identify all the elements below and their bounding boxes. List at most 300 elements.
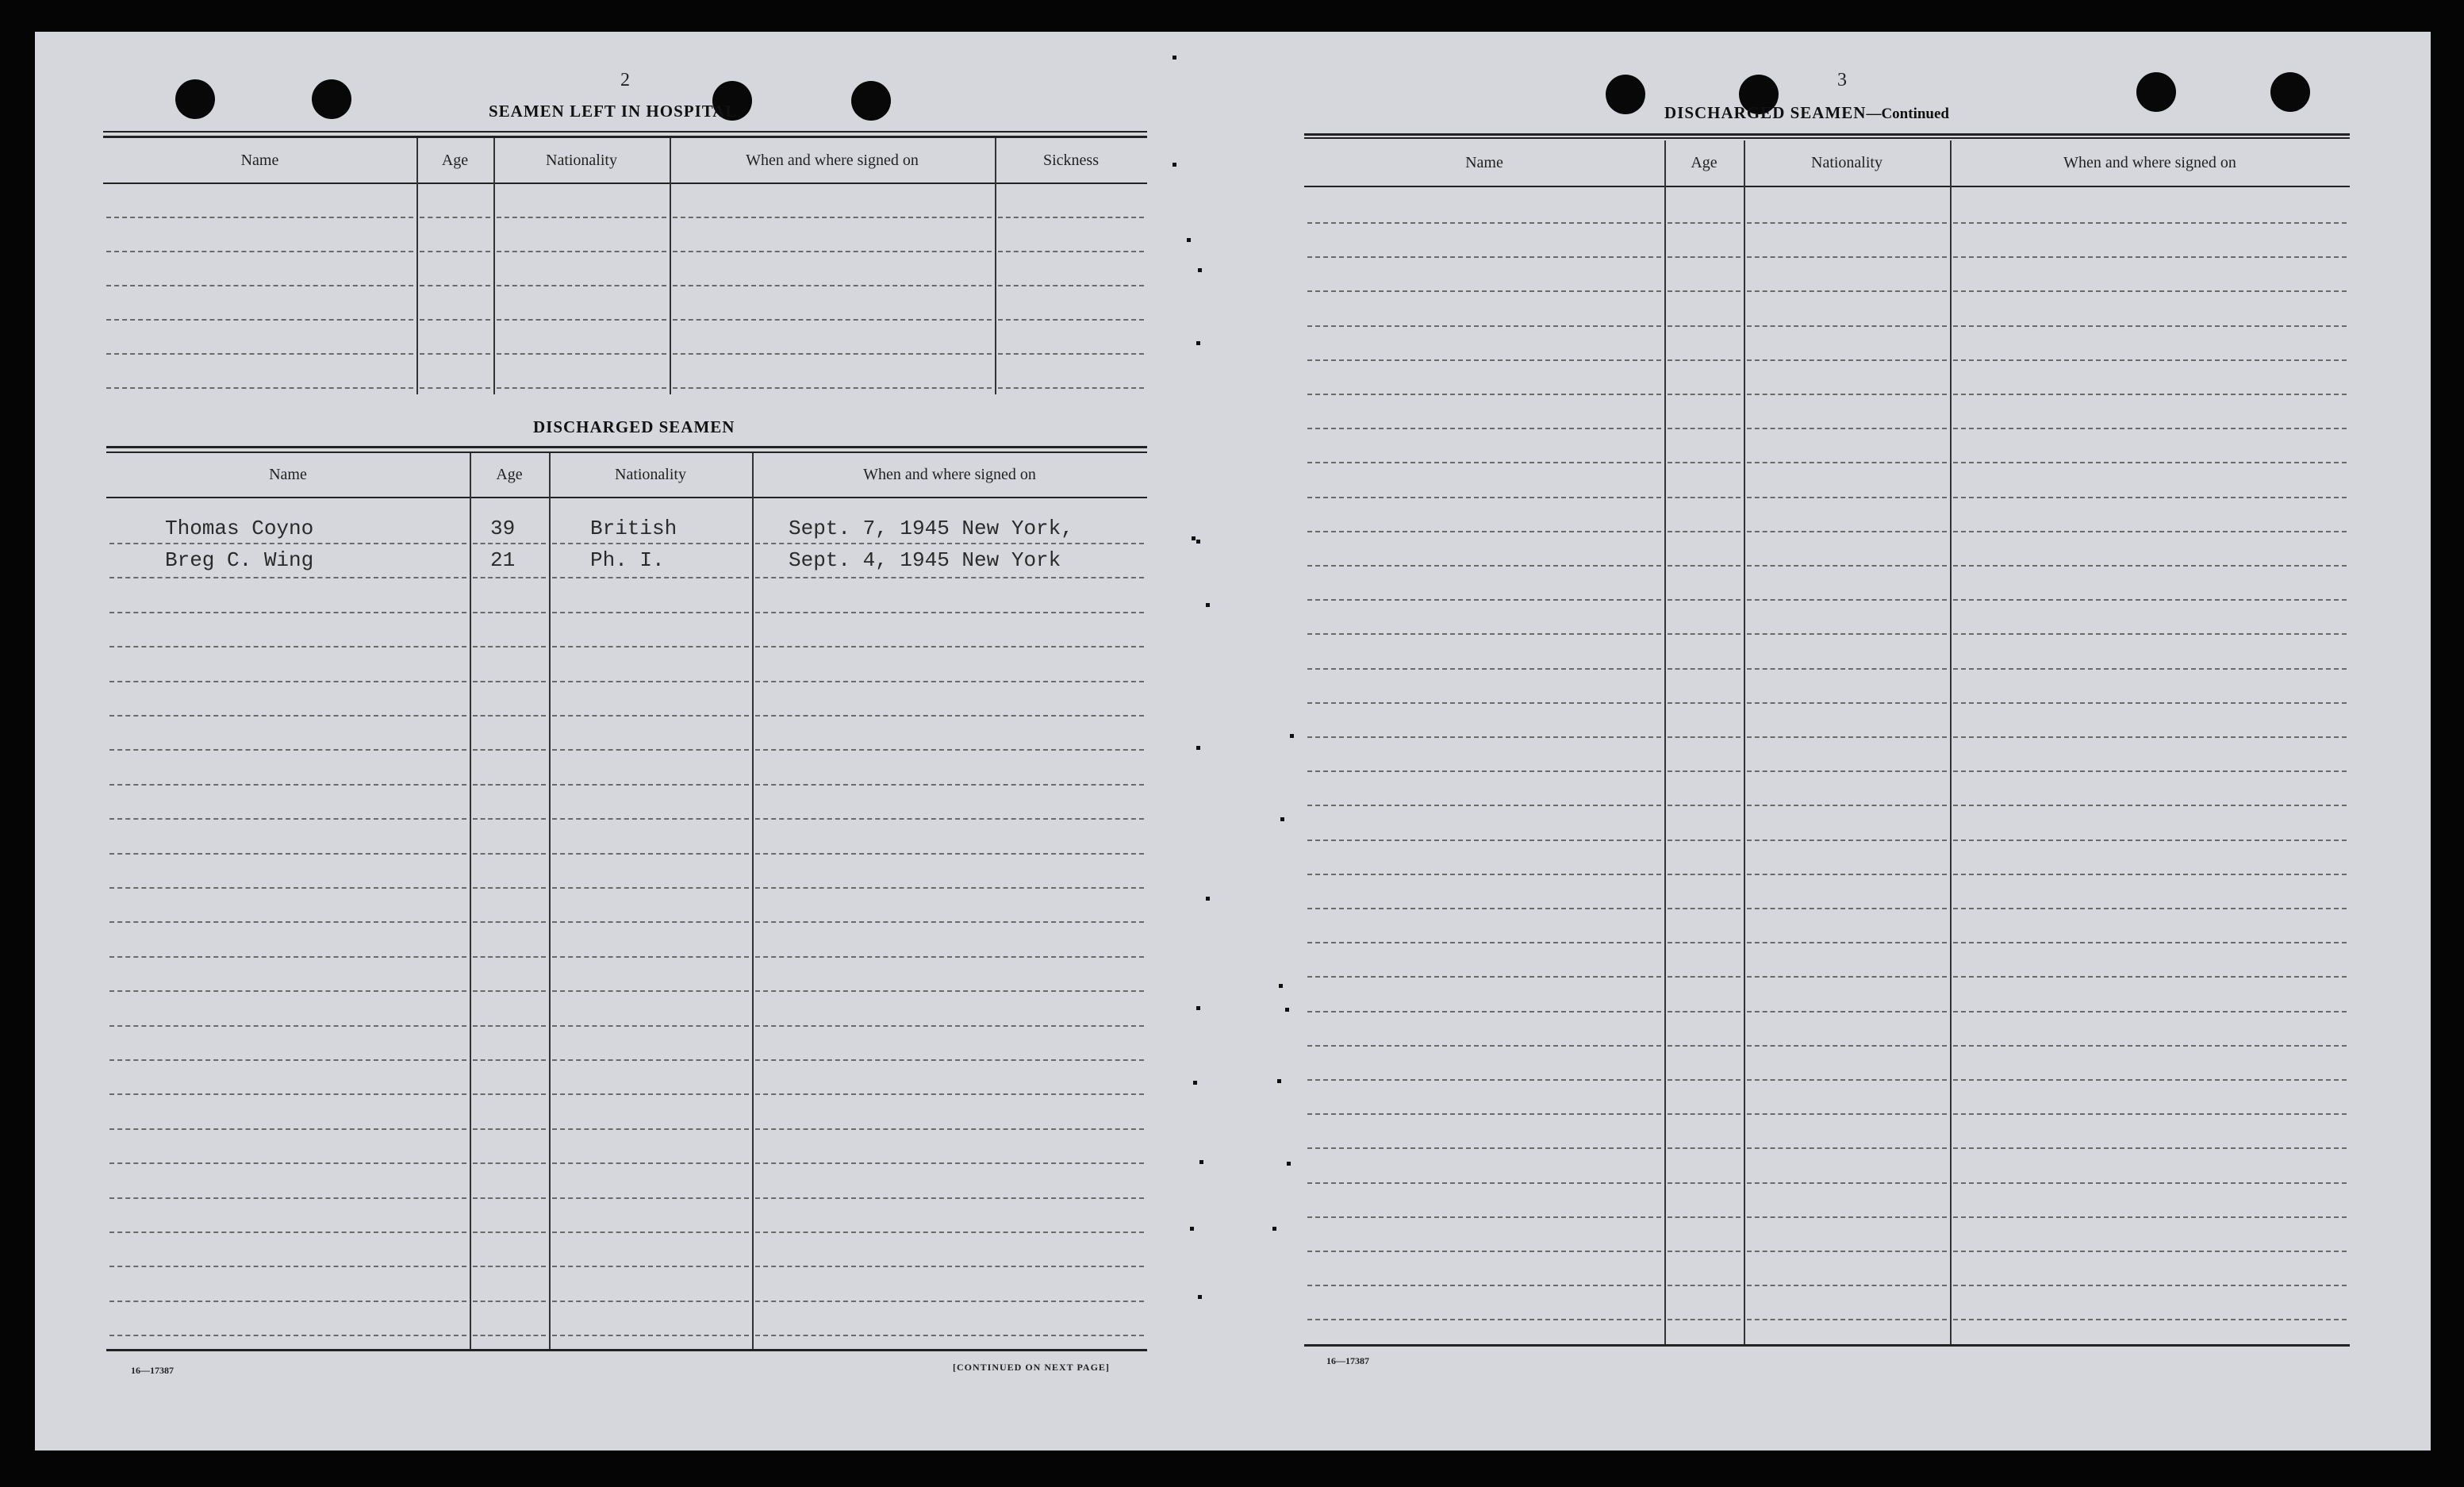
ruled-line [109, 1335, 466, 1336]
ruled-line [1953, 462, 2347, 463]
ruled-line [109, 749, 466, 751]
ruled-line [1747, 1045, 1947, 1047]
ruled-line [109, 887, 466, 889]
column-divider [752, 453, 754, 1349]
gutter-speck [1287, 1162, 1291, 1166]
ruled-line [1668, 1182, 1741, 1184]
ruled-line [1668, 1079, 1741, 1081]
ruled-line [1953, 1113, 2347, 1115]
ruled-line [109, 1162, 466, 1164]
cell-age: 21 [490, 548, 516, 572]
ruled-line [1668, 325, 1741, 327]
column-header-sickness: Sickness [1043, 151, 1099, 169]
ruled-line [1747, 633, 1947, 635]
ruled-line [473, 1301, 546, 1302]
punch-hole [2136, 72, 2176, 112]
gutter-speck [1198, 1295, 1202, 1299]
ruled-line [497, 251, 666, 252]
ruled-line [552, 715, 749, 717]
ruled-line [473, 784, 546, 786]
ruled-line [1307, 1045, 1661, 1047]
ruled-line [109, 681, 466, 682]
ruled-line [109, 818, 466, 820]
ruled-line [109, 1197, 466, 1199]
discharged-continued-table [1304, 133, 2350, 1349]
ruled-line [1307, 497, 1661, 498]
ruled-line [1747, 1079, 1947, 1081]
ruled-line [1953, 565, 2347, 567]
ruled-line [552, 1301, 749, 1302]
ruled-line [473, 1197, 546, 1199]
ruled-line [552, 784, 749, 786]
ruled-line [755, 818, 1144, 820]
ruled-line [1668, 976, 1741, 978]
ruled-line [1668, 462, 1741, 463]
gutter-speck [1196, 341, 1200, 345]
gutter-speck [1277, 1079, 1281, 1083]
ruled-line [755, 921, 1144, 923]
ruled-line [1668, 359, 1741, 361]
ruled-line [1747, 599, 1947, 601]
ruled-line [109, 1266, 466, 1267]
ruled-line [1668, 633, 1741, 635]
ruled-line [1953, 1147, 2347, 1149]
ruled-line [1668, 599, 1741, 601]
ruled-line [109, 990, 466, 992]
ruled-line [497, 217, 666, 218]
ruled-line [109, 1059, 466, 1061]
table-row [106, 545, 1147, 577]
ruled-line [1747, 565, 1947, 567]
ruled-line [1953, 1011, 2347, 1012]
ruled-line [1668, 908, 1741, 909]
ruled-line [1307, 428, 1661, 429]
ruled-line [1953, 668, 2347, 670]
ruled-line [755, 577, 1144, 578]
ruled-line [420, 387, 490, 389]
ruled-line [755, 1301, 1144, 1302]
ruled-line [552, 577, 749, 578]
cell-name: Breg C. Wing [165, 548, 314, 572]
ruled-line [109, 646, 466, 647]
gutter-speck [1173, 163, 1176, 167]
table-row [106, 513, 1147, 545]
ruled-line [755, 887, 1144, 889]
ruled-line [1953, 770, 2347, 772]
ruled-line [998, 251, 1144, 252]
ruled-line [552, 1128, 749, 1130]
ruled-line [1668, 1011, 1741, 1012]
ruled-line [1953, 1079, 2347, 1081]
ruled-line [1668, 290, 1741, 292]
ruled-line [473, 1266, 546, 1267]
ruled-line [1668, 874, 1741, 875]
ruled-line [1953, 1182, 2347, 1184]
discharged-section-title: DISCHARGED SEAMEN [533, 417, 735, 436]
ruled-line [998, 217, 1144, 218]
cell-signed-on: Sept. 4, 1945 New York [789, 548, 1061, 572]
ruled-line [755, 1231, 1144, 1233]
ruled-line [1747, 359, 1947, 361]
ruled-line [1953, 394, 2347, 395]
ruled-line [1668, 1285, 1741, 1286]
ruled-line [473, 1231, 546, 1233]
column-header-nationality: Nationality [1811, 153, 1883, 171]
ruled-line [473, 921, 546, 923]
ruled-line [552, 646, 749, 647]
ruled-line [473, 646, 546, 647]
gutter-speck [1198, 268, 1202, 272]
ruled-line [998, 285, 1144, 286]
ruled-line [1307, 1113, 1661, 1115]
column-header-age: Age [441, 151, 469, 169]
punch-hole [2270, 72, 2310, 112]
ruled-line [1747, 1319, 1947, 1320]
ruled-line [106, 319, 413, 321]
ruled-line [109, 1301, 466, 1302]
ruled-line [1668, 565, 1741, 567]
cell-nationality: British [590, 517, 677, 540]
gutter-speck [1173, 56, 1176, 60]
ruled-line [1668, 428, 1741, 429]
column-header-name: Name [1465, 153, 1503, 171]
ruled-line [1668, 1113, 1741, 1115]
ruled-line [1668, 394, 1741, 395]
ruled-line [1953, 359, 2347, 361]
ruled-line [1307, 290, 1661, 292]
ruled-line [552, 1266, 749, 1267]
gutter-speck [1196, 540, 1200, 544]
ruled-line [1747, 1251, 1947, 1252]
ruled-line [420, 217, 490, 218]
ruled-line [673, 285, 992, 286]
ruled-line [552, 749, 749, 751]
ruled-line [1747, 874, 1947, 875]
ruled-line [1747, 497, 1947, 498]
ruled-line [998, 319, 1144, 321]
ruled-line [1307, 1251, 1661, 1252]
ruled-line [1953, 805, 2347, 806]
ruled-line [755, 646, 1144, 647]
ruled-line [1668, 222, 1741, 224]
ruled-line [1953, 1319, 2347, 1320]
cell-name: Thomas Coyno [165, 517, 314, 540]
ruled-line [473, 818, 546, 820]
ruled-line [473, 749, 546, 751]
ruled-line [1668, 1147, 1741, 1149]
ruled-line [552, 1231, 749, 1233]
ruled-line [473, 1162, 546, 1164]
ruled-line [552, 887, 749, 889]
ruled-line [473, 887, 546, 889]
ruled-line [552, 1059, 749, 1061]
ruled-line [473, 1025, 546, 1027]
ruled-line [1307, 1011, 1661, 1012]
ruled-line [1307, 633, 1661, 635]
column-header-age: Age [496, 465, 523, 483]
column-divider [670, 138, 671, 394]
cell-age: 39 [490, 517, 516, 540]
ruled-line [1747, 736, 1947, 738]
ruled-line [497, 285, 666, 286]
ruled-line [755, 1162, 1144, 1164]
ruled-line [1953, 736, 2347, 738]
gutter-speck [1187, 238, 1191, 242]
ruled-line [552, 921, 749, 923]
ruled-line [1307, 256, 1661, 258]
ruled-line [420, 319, 490, 321]
column-divider [416, 138, 418, 394]
ruled-line [473, 1335, 546, 1336]
ruled-line [109, 577, 466, 578]
ruled-line [673, 387, 992, 389]
column-header-signed-on: When and where signed on [746, 151, 919, 169]
ruled-line [1747, 222, 1947, 224]
ruled-line [109, 784, 466, 786]
ruled-line [1747, 1147, 1947, 1149]
ruled-line [755, 1059, 1144, 1061]
hospital-table [103, 131, 1147, 394]
ruled-line [1747, 325, 1947, 327]
ruled-line [1307, 874, 1661, 875]
column-header-signed-on: When and where signed on [2063, 153, 2236, 171]
column-header-age: Age [1691, 153, 1718, 171]
ruled-line [755, 1025, 1144, 1027]
ruled-line [673, 353, 992, 355]
ruled-line [755, 681, 1144, 682]
ruled-line [1307, 840, 1661, 841]
ruled-line [1307, 736, 1661, 738]
ruled-line [552, 1197, 749, 1199]
ruled-line [1307, 1147, 1661, 1149]
ruled-line [473, 1059, 546, 1061]
ruled-line [755, 1335, 1144, 1336]
column-divider [995, 138, 996, 394]
ruled-line [1307, 394, 1661, 395]
gutter-speck [1272, 1227, 1276, 1231]
ruled-line [497, 353, 666, 355]
ruled-line [106, 285, 413, 286]
cell-signed-on: Sept. 7, 1945 New York, [789, 517, 1073, 540]
ruled-line [109, 853, 466, 855]
ruled-line [755, 990, 1144, 992]
ruled-line [755, 1093, 1144, 1095]
ruled-line [109, 1231, 466, 1233]
discharged-table [106, 446, 1147, 1351]
ruled-line [109, 956, 466, 958]
ruled-line [497, 319, 666, 321]
page-number-left: 2 [620, 70, 630, 90]
ruled-line [552, 681, 749, 682]
gutter-speck [1196, 746, 1200, 750]
ruled-line [1747, 1216, 1947, 1218]
column-divider [493, 138, 495, 394]
ruled-line [473, 853, 546, 855]
ruled-line [552, 1025, 749, 1027]
ruled-line [1953, 1251, 2347, 1252]
ruled-line [106, 217, 413, 218]
ruled-line [1747, 702, 1947, 704]
ruled-line [1747, 1182, 1947, 1184]
column-header-nationality: Nationality [546, 151, 617, 169]
ruled-line [755, 784, 1144, 786]
continued-section-title [1664, 103, 1949, 123]
page-number-right: 3 [1837, 70, 1847, 90]
column-divider [549, 453, 551, 1349]
ruled-line [1668, 497, 1741, 498]
ruled-line [1747, 1285, 1947, 1286]
ruled-line [673, 217, 992, 218]
ruled-line [1953, 428, 2347, 429]
ruled-line [1747, 290, 1947, 292]
ruled-line [1953, 1216, 2347, 1218]
gutter-speck [1206, 897, 1210, 901]
cell-nationality: Ph. I. [590, 548, 665, 572]
ruled-line [1953, 497, 2347, 498]
form-number-right: 16—17387 [1326, 1355, 1369, 1366]
column-divider [1664, 140, 1666, 1344]
ruled-line [552, 818, 749, 820]
ruled-line [1953, 1045, 2347, 1047]
ruled-line [1668, 942, 1741, 943]
ruled-line [1953, 290, 2347, 292]
ruled-line [420, 285, 490, 286]
column-header-nationality: Nationality [615, 465, 686, 483]
ruled-line [1307, 359, 1661, 361]
ruled-line [1307, 668, 1661, 670]
ruled-line [1747, 1011, 1947, 1012]
ruled-line [497, 387, 666, 389]
ruled-line [998, 353, 1144, 355]
ruled-line [1747, 668, 1947, 670]
ruled-line [755, 853, 1144, 855]
punch-hole [175, 79, 215, 119]
ruled-line [552, 990, 749, 992]
ruled-line [552, 853, 749, 855]
column-header-name: Name [240, 151, 279, 169]
ruled-line [1668, 736, 1741, 738]
ruled-line [755, 612, 1144, 613]
ruled-line [1953, 256, 2347, 258]
ruled-line [552, 1335, 749, 1336]
gutter-speck [1206, 603, 1210, 607]
ruled-line [755, 715, 1144, 717]
ruled-line [109, 1025, 466, 1027]
ruled-line [1307, 770, 1661, 772]
ruled-line [1307, 1216, 1661, 1218]
ruled-line [1668, 531, 1741, 532]
gutter-speck [1280, 817, 1284, 821]
ruled-line [1307, 599, 1661, 601]
ruled-line [1953, 599, 2347, 601]
ruled-line [1307, 805, 1661, 806]
punch-hole [312, 79, 351, 119]
ruled-line [106, 251, 413, 252]
ruled-line [1747, 908, 1947, 909]
ruled-line [473, 681, 546, 682]
ruled-line [1307, 565, 1661, 567]
ruled-line [1953, 976, 2347, 978]
hospital-section-title: SEAMEN LEFT IN HOSPITAL [489, 102, 738, 121]
ruled-line [1953, 942, 2347, 943]
ruled-line [1953, 840, 2347, 841]
ruled-line [1668, 668, 1741, 670]
ruled-line [552, 1162, 749, 1164]
ruled-line [1953, 908, 2347, 909]
ruled-line [1953, 222, 2347, 224]
ruled-line [1747, 1113, 1947, 1115]
ruled-line [473, 715, 546, 717]
column-divider [1950, 140, 1952, 1344]
ruled-line [1668, 256, 1741, 258]
gutter-speck [1192, 536, 1196, 540]
ruled-line [755, 1266, 1144, 1267]
ruled-line [109, 1128, 466, 1130]
ruled-line [109, 612, 466, 613]
ruled-line [1668, 1251, 1741, 1252]
ruled-line [473, 1093, 546, 1095]
ruled-line [1953, 702, 2347, 704]
gutter-speck [1285, 1008, 1289, 1012]
ruled-line [552, 956, 749, 958]
ruled-line [1747, 256, 1947, 258]
ruled-line [473, 956, 546, 958]
ruled-line [552, 612, 749, 613]
ruled-line [1307, 531, 1661, 532]
ruled-line [998, 387, 1144, 389]
ruled-line [106, 353, 413, 355]
ruled-line [1307, 1182, 1661, 1184]
form-number-left: 16—17387 [131, 1365, 174, 1376]
ruled-line [420, 353, 490, 355]
ruled-line [755, 1128, 1144, 1130]
ruled-line [473, 612, 546, 613]
ruled-line [755, 956, 1144, 958]
gutter-speck [1190, 1227, 1194, 1231]
ruled-line [1307, 702, 1661, 704]
gutter-speck [1290, 734, 1294, 738]
punch-hole [851, 81, 891, 121]
column-divider [1744, 140, 1745, 1344]
gutter-speck [1193, 1081, 1197, 1085]
ruled-line [1747, 531, 1947, 532]
ruled-line [1307, 1079, 1661, 1081]
ruled-line [1747, 462, 1947, 463]
ruled-line [109, 1093, 466, 1095]
ruled-line [1953, 874, 2347, 875]
ruled-line [552, 1093, 749, 1095]
ruled-line [473, 990, 546, 992]
ruled-line [1747, 428, 1947, 429]
ruled-line [673, 251, 992, 252]
ruled-line [755, 1197, 1144, 1199]
ruled-line [1747, 942, 1947, 943]
ruled-line [1307, 325, 1661, 327]
column-header-name: Name [269, 465, 307, 483]
ruled-line [1953, 325, 2347, 327]
ruled-line [1307, 462, 1661, 463]
ruled-line [1307, 222, 1661, 224]
ruled-line [473, 577, 546, 578]
ruled-line [1953, 633, 2347, 635]
ruled-line [1953, 531, 2347, 532]
ruled-line [1747, 805, 1947, 806]
continued-title-suffix: —Continued [1866, 106, 1949, 122]
ruled-line [1307, 908, 1661, 909]
ruled-line [1747, 770, 1947, 772]
gutter-speck [1196, 1006, 1200, 1010]
ruled-line [673, 319, 992, 321]
